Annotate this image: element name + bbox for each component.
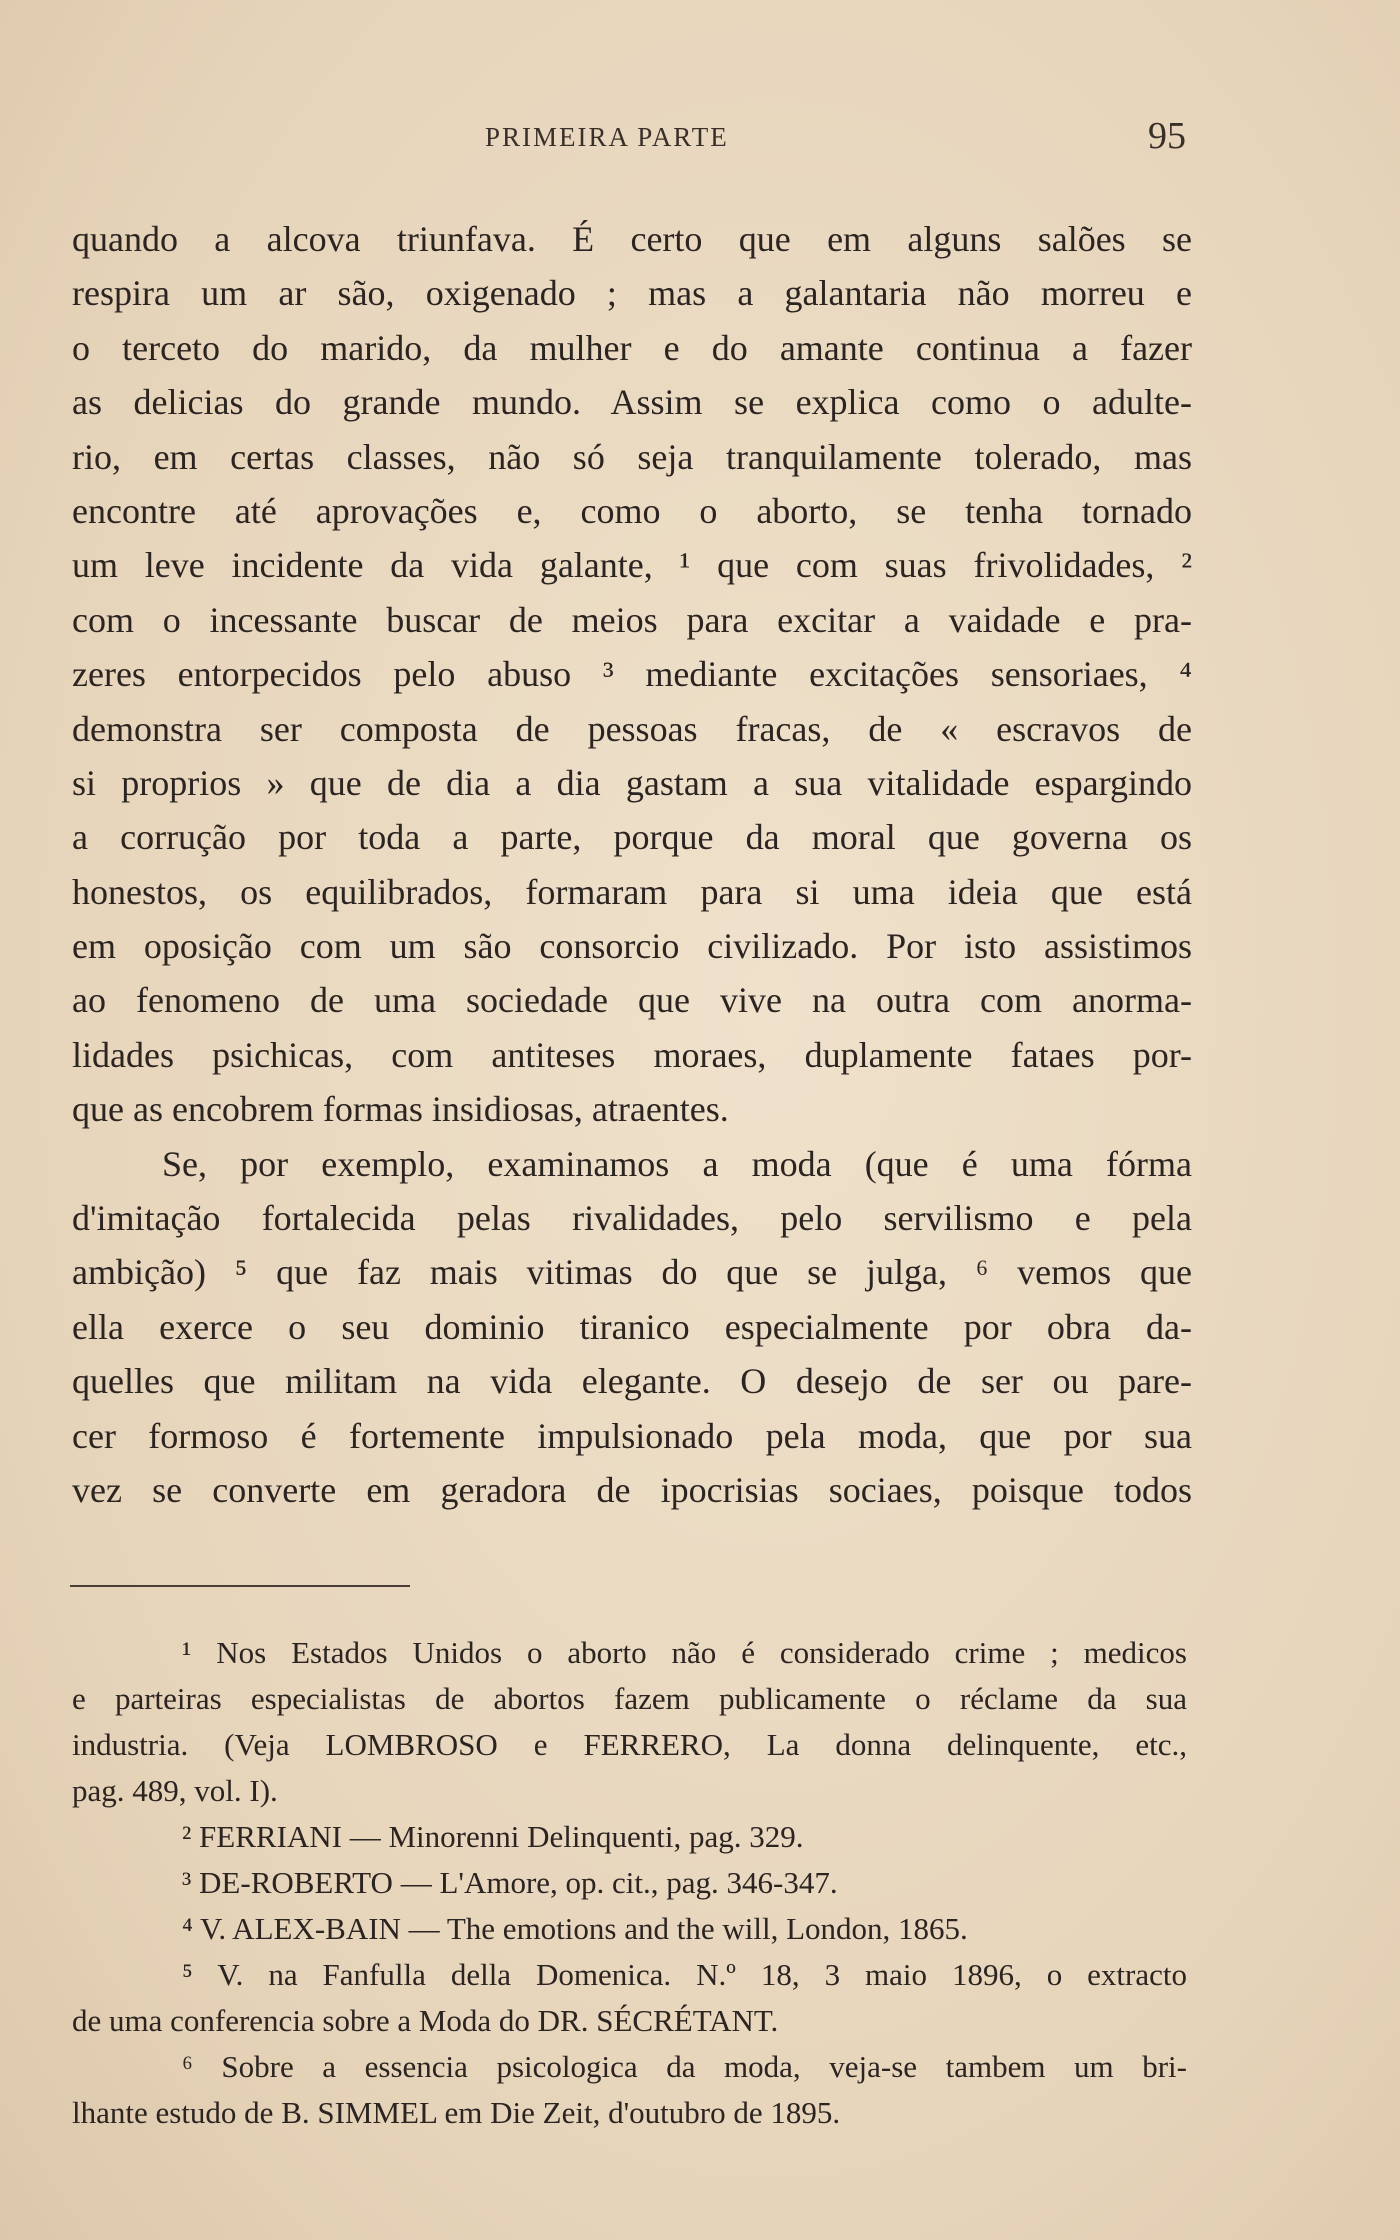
footnote-line: ¹ Nos Estados Unidos o aborto não é considerado crime ; medicos: [182, 1635, 1187, 1670]
body-line: ella exerce o seu dominio tiranico especialmente por obra da-: [72, 1306, 1192, 1347]
body-line: quelles que militam na vida elegante. O desejo de ser ou pare-: [72, 1361, 1192, 1402]
running-title: PRIMEIRA PARTE: [485, 122, 729, 152]
page-number: 95: [1148, 115, 1186, 157]
body-line: d'imitação fortalecida pelas rivalidades, pelo servilismo e pela: [72, 1198, 1192, 1239]
body-line: vez se converte em geradora de ipocrisias sociaes, poisque todos: [72, 1469, 1192, 1510]
body-line: a corrução por toda a parte, porque da moral que governa os: [72, 817, 1192, 858]
body-line: demonstra ser composta de pessoas fracas, de « escravos de: [72, 708, 1192, 749]
footnote-separator: [70, 1585, 410, 1587]
footnote-line: e parteiras especialistas de abortos fazem publicamente o réclame da sua: [72, 1681, 1187, 1716]
body-line: um leve incidente da vida galante, ¹ que com suas frivolidades, ²: [72, 545, 1192, 586]
footnote-line: industria. (Veja LOMBROSO e FERRERO, La donna delinquente, etc.,: [72, 1727, 1187, 1762]
body-text: [72, 212, 1192, 1517]
body-line: com o incessante buscar de meios para excitar a vaidade e pra-: [72, 599, 1192, 640]
body-line: quando a alcova triunfava. É certo que em alguns salões se: [72, 219, 1192, 259]
footnote-line: ⁴ V. ALEX-BAIN — The emotions and the will, London, 1865.: [182, 1911, 968, 1946]
footnote-line: lhante estudo de B. SIMMEL em Die Zeit, d'outubro de 1895.: [72, 2095, 841, 2130]
body-line: ao fenomeno de uma sociedade que vive na outra com anorma-: [72, 980, 1192, 1021]
body-line: si proprios » que de dia a dia gastam a sua vitalidade espargindo: [72, 762, 1192, 803]
body-line: ambição) ⁵ que faz mais vitimas do que se julga, ⁶ vemos que: [72, 1252, 1192, 1293]
body-line: o terceto do marido, da mulher e do amante continua a fazer: [72, 327, 1192, 368]
footnotes: [72, 1630, 1187, 2136]
footnote-line: ² FERRIANI — Minorenni Delinquenti, pag. 329.: [182, 1819, 804, 1854]
body-line: as delicias do grande mundo. Assim se explica como o adulte-: [72, 382, 1192, 423]
body-line: lidades psichicas, com antiteses moraes, duplamente fataes por-: [72, 1034, 1192, 1075]
body-line: Se, por exemplo, examinamos a moda (que é uma fórma: [162, 1143, 1192, 1184]
body-line: encontre até aprovações e, como o aborto, se tenha tornado: [72, 490, 1192, 531]
footnote-line: pag. 489, vol. I).: [72, 1773, 278, 1808]
footnote-line: ⁵ V. na Fanfulla della Domenica. N.º 18, 3 maio 1896, o extracto: [182, 1957, 1187, 1992]
footnote-line: ⁶ Sobre a essencia psicologica da moda, veja-se tambem um bri-: [182, 2049, 1187, 2084]
body-line: respira um ar são, oxigenado ; mas a galantaria não morreu e: [72, 273, 1192, 314]
body-line: rio, em certas classes, não só seja tranquilamente tolerado, mas: [72, 436, 1192, 477]
footnote-line: de uma conferencia sobre a Moda do DR. SÉCRÉTANT.: [72, 2003, 779, 2038]
footnote-line: ³ DE-ROBERTO — L'Amore, op. cit., pag. 346-347.: [182, 1865, 838, 1900]
body-line: honestos, os equilibrados, formaram para si uma ideia que está: [72, 871, 1192, 912]
body-line: cer formoso é fortemente impulsionado pela moda, que por sua: [72, 1415, 1192, 1456]
body-line: zeres entorpecidos pelo abuso ³ mediante excitações sensoriaes, ⁴: [72, 654, 1192, 695]
body-line: que as encobrem formas insidiosas, atraentes.: [72, 1089, 729, 1130]
body-line: em oposição com um são consorcio civilizado. Por isto assistimos: [72, 926, 1192, 967]
